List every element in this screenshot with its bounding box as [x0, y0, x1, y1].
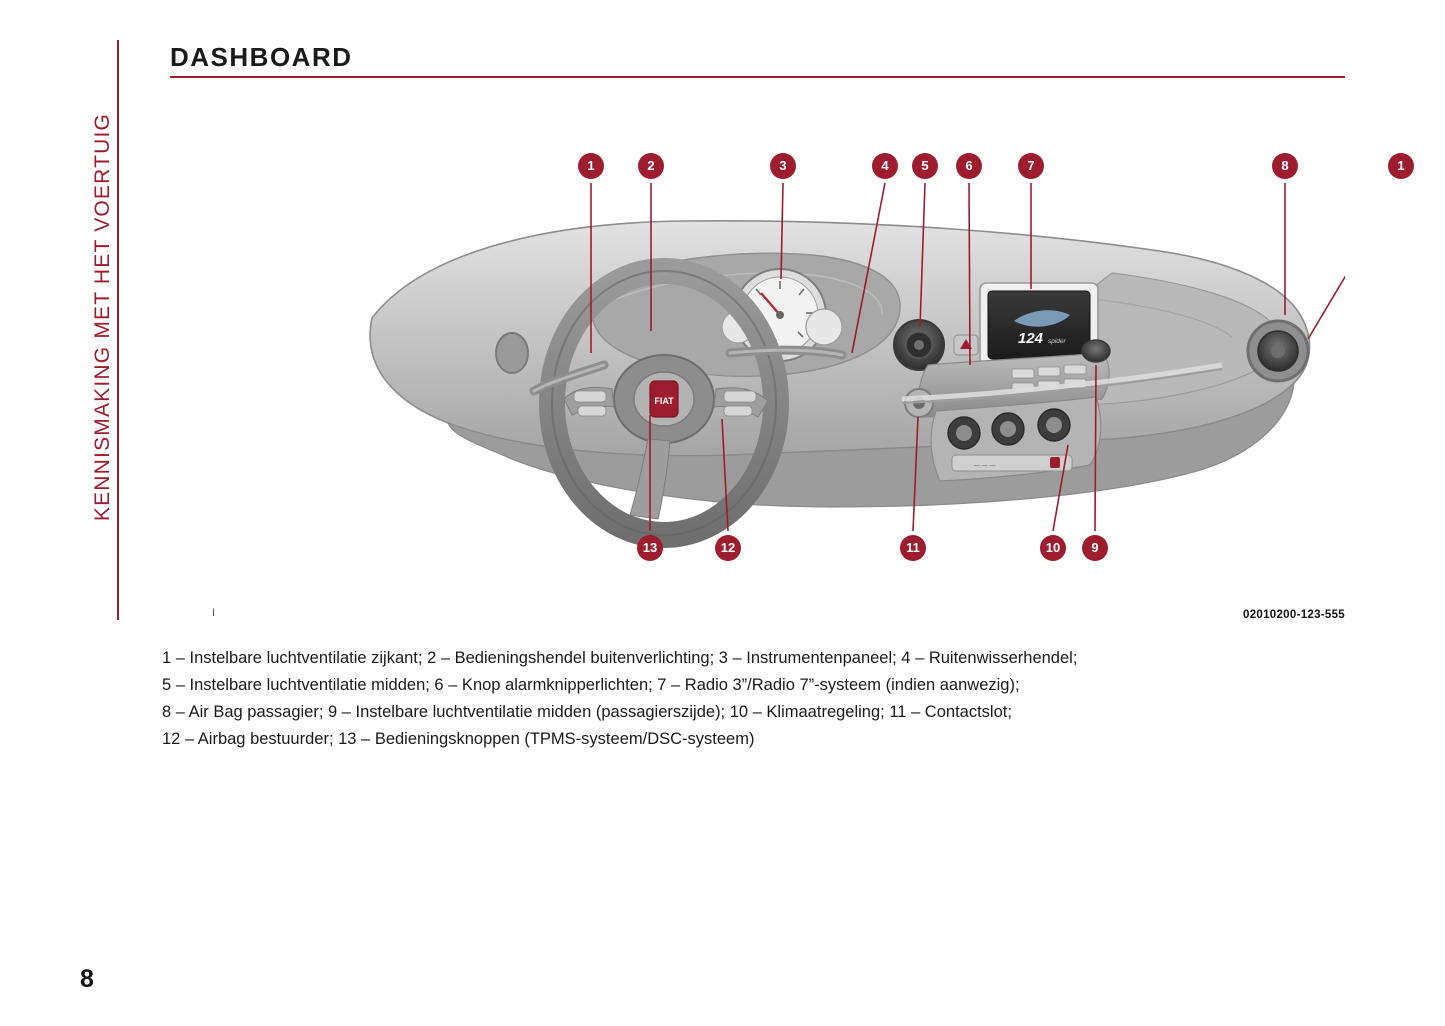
page-title: DASHBOARD — [170, 42, 353, 72]
callout-11: 11 — [900, 535, 926, 561]
chapter-tab — [78, 40, 118, 620]
chapter-tab-label: KENNISMAKING MET HET VOERTUIG — [91, 112, 114, 522]
callout-13: 13 — [637, 535, 663, 561]
dashboard-illustration — [212, 103, 1345, 613]
callout-6: 6 — [956, 153, 982, 179]
callout-3: 3 — [770, 153, 796, 179]
title-divider — [170, 76, 1345, 78]
legend-line-4: 12 – Airbag bestuurder; 13 – Bedieningsknoppen (TPMS-systeem/DSC-systeem) — [162, 730, 755, 748]
legend-line-3: 8 – Air Bag passagier; 9 – Instelbare luchtventilatie midden (passagierszijde); 10 – Klimaatregeling; 11 – Contactslot; — [162, 703, 1012, 721]
callout-1-left: 1 — [578, 153, 604, 179]
callout-1-right: 1 — [1388, 153, 1414, 179]
callout-12: 12 — [715, 535, 741, 561]
svg-text:FIAT: FIAT — [654, 396, 674, 406]
svg-text:— — —: — — — — [974, 463, 996, 469]
dashboard-figure — [212, 103, 1405, 621]
figure-code: 02010200-123-555 — [1243, 609, 1345, 621]
figure-crop-mark: I — [212, 607, 216, 619]
callout-4: 4 — [872, 153, 898, 179]
callout-7: 7 — [1018, 153, 1044, 179]
svg-text:spider: spider — [1048, 338, 1066, 345]
callout-8: 8 — [1272, 153, 1298, 179]
svg-text:124: 124 — [1018, 330, 1044, 347]
legend-line-2: 5 – Instelbare luchtventilatie midden; 6 – Knop alarmknipperlichten; 7 – Radio 3”/Radio 7”-systeem (indien aanwezig); — [162, 676, 1020, 694]
callout-10: 10 — [1040, 535, 1066, 561]
page-number: 8 — [80, 965, 94, 993]
callout-5: 5 — [912, 153, 938, 179]
callout-2: 2 — [638, 153, 664, 179]
figure-legend — [162, 645, 1362, 753]
chapter-tab-rule — [117, 40, 119, 620]
callout-9: 9 — [1082, 535, 1108, 561]
legend-line-1: 1 – Instelbare luchtventilatie zijkant; 2 – Bedieningshendel buitenverlichting; 3 – Instrumentenpaneel; 4 – Ruitenwisserhendel; — [162, 649, 1078, 667]
